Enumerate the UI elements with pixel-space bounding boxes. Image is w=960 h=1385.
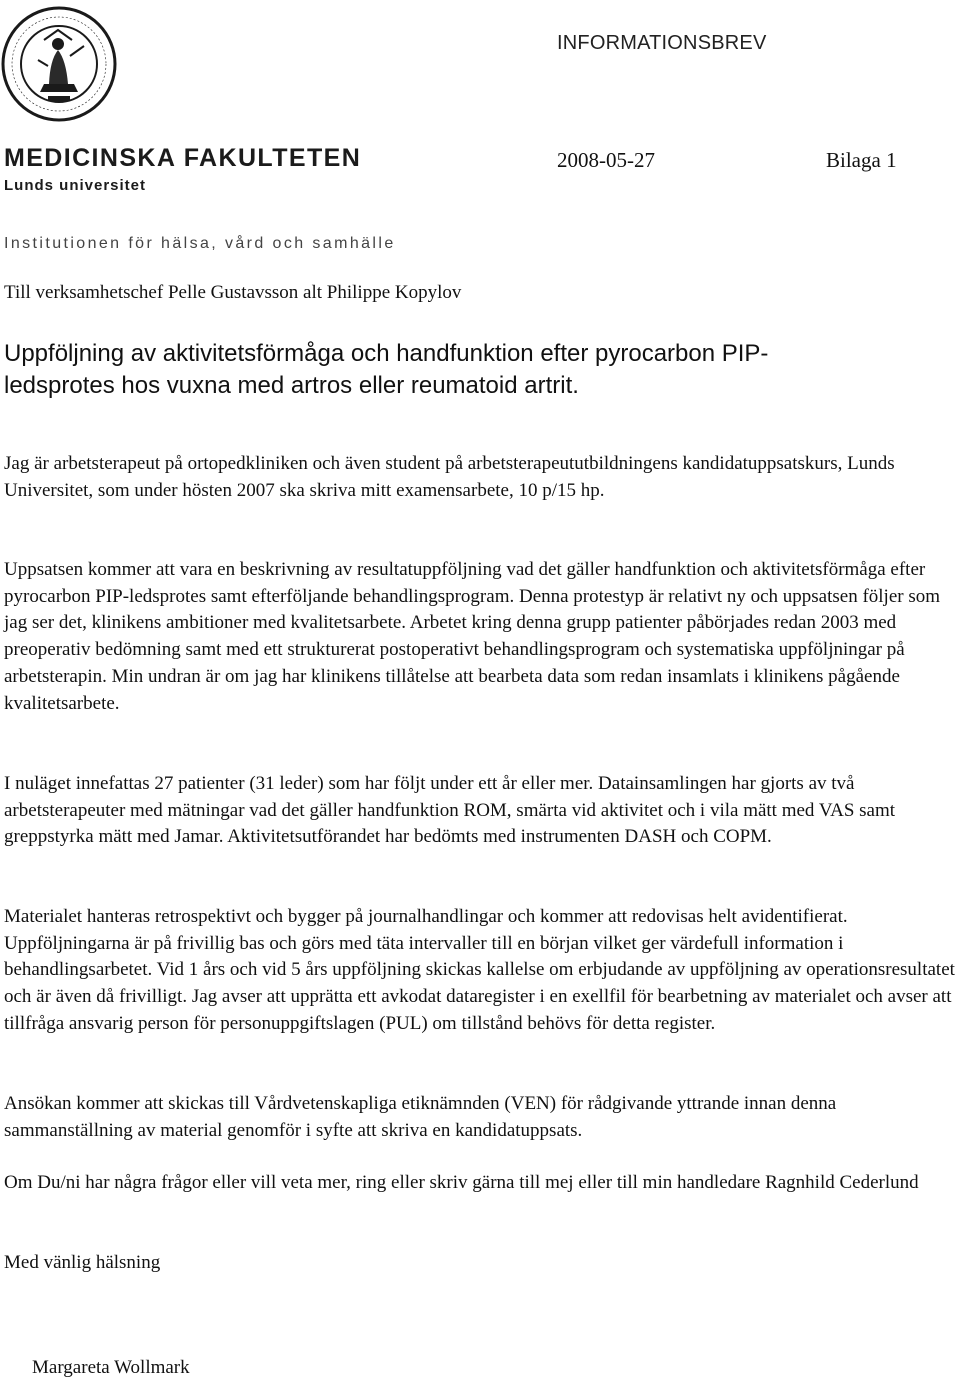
paragraph-intro: Jag är arbetsterapeut på ortopedkliniken och även student på arbetsterapeututbildningens kandidatuppsatskurs, Lunds Universitet, som under hösten 2007 ska skriva mitt examensarbete, 10 p/15 hp. [4, 453, 895, 501]
title-line: ledsprotes hos vuxna med artros eller reumatoid artrit. [4, 372, 579, 399]
letter-date: 2008-05-27 [557, 148, 655, 172]
university-name: Lunds universitet [4, 177, 147, 194]
paragraph-material: Materialet hanteras retrospektivt och bygger på journalhandlingar och kommer att redovisas helt avidentifierat. Uppföljningarna är på frivillig bas och görs med täta intervaller till en början vilket ger värdefull information i behandlingsarbetet. Vid 1 års och vid 5 års uppföljning skickas kallelse om erbjudande av uppföljning av operationsresultatet och är även då frivilligt. Jag avser att upprätta ett avkodat dataregister i en exellfil för bearbetning av materialet och avser att tillfråga ansvarig person för personuppgiftslagen (PUL) om tillstånd behövs för detta register. [4, 906, 955, 1034]
attachment-label: Bilaga 1 [826, 148, 897, 172]
closing-greeting: Med vänlig hälsning [4, 1252, 161, 1273]
university-seal-logo [0, 0, 118, 128]
institution-name: Institutionen för hälsa, vård och samhälle [4, 235, 396, 252]
letter-title [4, 338, 904, 402]
paragraph-application: Ansökan kommer att skickas till Vårdvetenskapliga etiknämnden (VEN) för rådgivande yttrande innan denna sammanställning av material genomför i syfte att skriva en kandidatuppsats. [4, 1093, 837, 1141]
document-type: INFORMATIONSBREV [557, 32, 767, 54]
signature-name: Margareta Wollmark [32, 1357, 190, 1378]
faculty-name: MEDICINSKA FAKULTETEN [4, 144, 362, 172]
paragraph-patients: I nuläget innefattas 27 patienter (31 leder) som har följt under ett år eller mer. Datainsamlingen har gjorts av två arbetsterapeuter med mätningar vad det gäller handfunktion ROM, smärta vid aktivitet och i vila mätt med VAS samt greppstyrka mätt med Jamar. Aktivitetsutförandet har bedömts med instrumenten DASH och COPM. [4, 773, 896, 848]
paragraph-purpose: Uppsatsen kommer att vara en beskrivning av resultatuppföljning vad det gäller handfunktion och aktivitetsförmåga efter pyrocarbon PIP-ledsprotes samt efterföljande behandlingsprogram. Denna protestyp är relativt ny och uppsatsen följer som jag ser det, klinikens ambitioner med kvalitetsarbete. Arbetet kring denna grupp patienter påbörjades redan 2003 med preoperativ bedömning samt med ett strukturerat postoperativt behandlingsprogram och systematiska uppföljningar på arbetsterapin. Min undran är om jag har klinikens tillåtelse att bearbeta data som redan insamlats i klinikens pågående kvalitetsarbete. [4, 559, 941, 714]
recipient-line: Till verksamhetschef Pelle Gustavsson alt Philippe Kopylov [4, 282, 462, 303]
title-line: Uppföljning av aktivitetsförmåga och handfunktion efter pyrocarbon PIP- [4, 340, 769, 367]
paragraph-contact: Om Du/ni har några frågor eller vill veta mer, ring eller skriv gärna till mej eller till min handledare Ragnhild Cederlund [4, 1172, 919, 1193]
